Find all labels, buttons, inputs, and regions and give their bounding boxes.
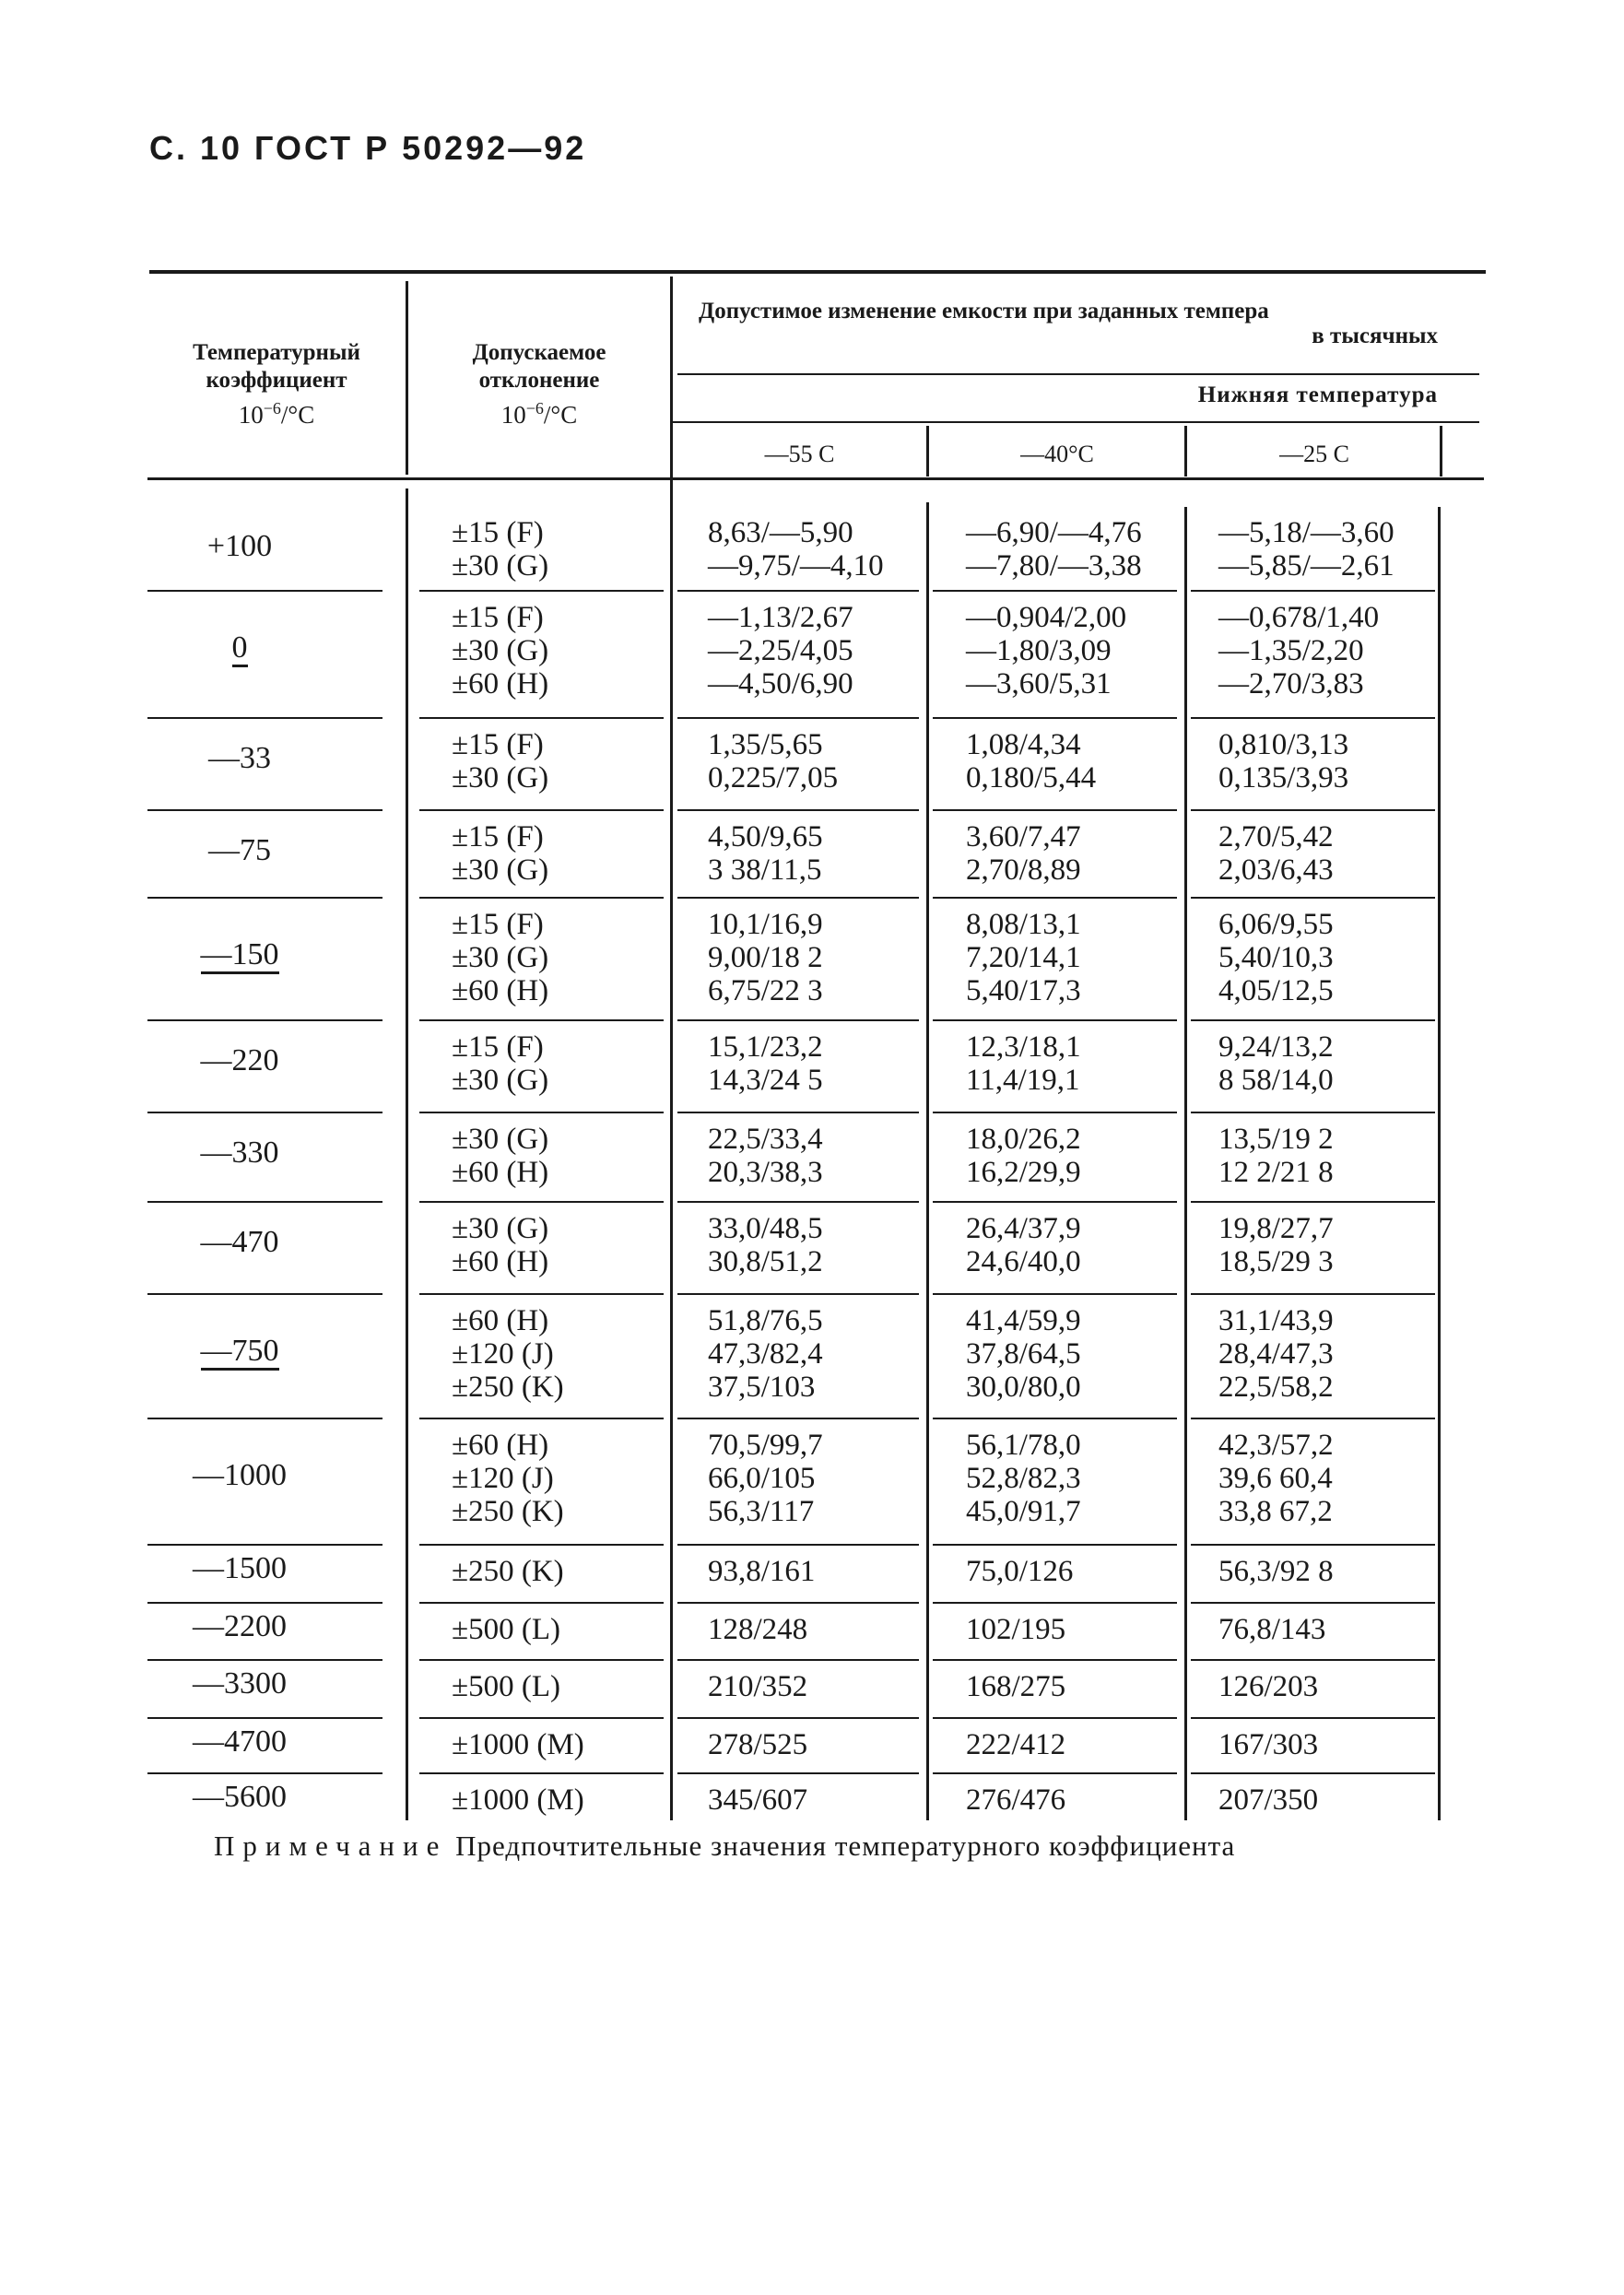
col1-unit-exp: −6 [263,399,281,418]
temp-col-divider-b [1184,426,1187,477]
tolerance-cell: ±30 (G) [452,941,549,974]
body-col-divider-5 [1438,507,1441,1820]
delta-cell-t55: 4,50/9,65 [708,820,823,853]
delta-cell-t40: 12,3/18,1 [966,1030,1081,1064]
delta-cell-t55: —1,13/2,67 [708,601,853,634]
col2-unit [419,394,659,429]
delta-cell-t40: 52,8/82,3 [966,1462,1081,1495]
row-separator [147,1418,382,1419]
delta-cell-t25: 2,03/6,43 [1218,853,1334,887]
row-separator [677,1418,919,1419]
row-separator [419,1659,664,1661]
tolerance-cell: ±15 (F) [452,728,544,761]
table-top-rule [149,270,1486,274]
row-separator [1191,1112,1435,1113]
row-separator [933,1201,1177,1203]
row-separator [677,1659,919,1661]
row-separator [147,1772,382,1774]
delta-cell-t25: 2,70/5,42 [1218,820,1334,853]
row-separator [1191,1717,1435,1719]
delta-cell-t55: 51,8/76,5 [708,1304,823,1337]
tolerance-cell: ±120 (J) [452,1462,554,1495]
delta-cell-t55: 37,5/103 [708,1371,816,1404]
temp-col-divider-c [1440,426,1442,477]
tolerance-cell: ±500 (L) [452,1613,560,1646]
row-separator [933,1717,1177,1719]
row-separator [677,717,919,719]
row-separator [677,1019,919,1021]
tolerance-cell: ±60 (H) [452,1429,549,1462]
delta-cell-t25: 22,5/58,2 [1218,1371,1334,1404]
delta-cell-t25: 167/303 [1218,1728,1319,1761]
delta-cell-t55: 128/248 [708,1613,808,1646]
delta-cell-t55: 22,5/33,4 [708,1123,823,1156]
delta-cell-t55: 9,00/18 2 [708,941,823,974]
tolerance-cell: ±60 (H) [452,667,549,700]
delta-cell-t40: 16,2/29,9 [966,1156,1081,1189]
row-separator [147,1717,382,1719]
delta-cell-t25: 207/350 [1218,1783,1319,1817]
coef-value: —330 [200,1136,279,1170]
coef-cell [157,1458,323,1493]
coef-cell [157,630,323,665]
delta-cell-t40: 2,70/8,89 [966,853,1081,887]
delta-cell-t55: —4,50/6,90 [708,667,853,700]
coef-value: —1500 [193,1551,287,1585]
tolerance-cell: ±15 (F) [452,516,544,549]
row-separator [933,1293,1177,1295]
coef-cell [157,1551,323,1586]
subgroup-header: Нижняя температура [1197,382,1438,407]
delta-cell-t25: —1,35/2,20 [1218,634,1364,667]
body-col-divider-4 [1184,507,1187,1820]
row-separator [419,1201,664,1203]
delta-cell-t25: 5,40/10,3 [1218,941,1334,974]
row-separator [677,809,919,811]
temp-col-header-25: —25 C [1279,441,1349,467]
delta-cell-t25: 76,8/143 [1218,1613,1326,1646]
delta-cell-t40: 276/476 [966,1783,1066,1817]
delta-cell-t55: —2,25/4,05 [708,634,853,667]
delta-cell-t25: 13,5/19 2 [1218,1123,1334,1156]
delta-cell-t55: 20,3/38,3 [708,1156,823,1189]
tolerance-cell: ±30 (G) [452,549,549,583]
row-separator [677,1717,919,1719]
row-separator [1191,1659,1435,1661]
row-separator [677,1602,919,1604]
tolerance-cell: ±15 (F) [452,908,544,941]
delta-cell-t25: 28,4/47,3 [1218,1337,1334,1371]
group-header-rule [677,373,1479,375]
row-separator [933,1019,1177,1021]
row-separator [419,1019,664,1021]
delta-cell-t40: 75,0/126 [966,1555,1074,1588]
row-separator [1191,717,1435,719]
delta-cell-t40: —6,90/—4,76 [966,516,1142,549]
note-text: Предпочтительные значения температурного коэффициента [455,1830,1236,1862]
delta-cell-t55: 66,0/105 [708,1462,816,1495]
tolerance-cell: ±120 (J) [452,1337,554,1371]
row-separator [419,590,664,592]
row-separator [147,1544,382,1546]
coef-value: —75 [208,833,271,867]
table-col-divider-2 [670,277,673,488]
tolerance-cell: ±30 (G) [452,1123,549,1156]
coef-value: —33 [208,741,271,775]
tolerance-cell: ±60 (H) [452,1245,549,1278]
coef-cell [157,833,323,868]
tolerance-cell: ±30 (G) [452,1064,549,1097]
delta-cell-t40: —7,80/—3,38 [966,549,1142,583]
delta-cell-t25: 18,5/29 3 [1218,1245,1334,1278]
row-separator [419,1602,664,1604]
tolerance-cell: ±60 (H) [452,1156,549,1189]
delta-cell-t40: 45,0/91,7 [966,1495,1081,1528]
delta-cell-t40: 56,1/78,0 [966,1429,1081,1462]
delta-cell-t25: 39,6 60,4 [1218,1462,1333,1495]
delta-cell-t40: —3,60/5,31 [966,667,1112,700]
delta-cell-t40: 26,4/37,9 [966,1212,1081,1245]
row-separator [1191,590,1435,592]
delta-cell-t55: 15,1/23,2 [708,1030,823,1064]
row-separator [677,1201,919,1203]
tolerance-cell: ±60 (H) [452,1304,549,1337]
delta-cell-t40: 3,60/7,47 [966,820,1081,853]
delta-cell-t25: 126/203 [1218,1670,1319,1703]
coef-cell [157,741,323,776]
delta-cell-t25: 6,06/9,55 [1218,908,1334,941]
coef-cell [157,937,323,972]
delta-cell-t40: 0,180/5,44 [966,761,1097,794]
row-separator [933,1772,1177,1774]
row-separator [677,897,919,899]
coef-value: —220 [200,1043,279,1077]
row-separator [147,1602,382,1604]
delta-cell-t25: 56,3/92 8 [1218,1555,1334,1588]
delta-cell-t55: 345/607 [708,1783,808,1817]
row-separator [933,1659,1177,1661]
row-separator [933,590,1177,592]
row-separator [933,809,1177,811]
group-header-line1: Допустимое изменение емкости при заданных темпера [699,299,1269,324]
coef-cell [157,1724,323,1760]
header-bottom-rule [147,477,1484,480]
delta-cell-t25: 0,135/3,93 [1218,761,1349,794]
col1-header-line1: Температурный [193,340,360,365]
delta-cell-t25: 9,24/13,2 [1218,1030,1334,1064]
tolerance-cell: ±15 (F) [452,820,544,853]
tolerance-cell: ±250 (K) [452,1371,564,1404]
delta-cell-t40: —0,904/2,00 [966,601,1127,634]
tolerance-cell: ±15 (F) [452,1030,544,1064]
coef-cell [157,1609,323,1644]
body-col-divider-2 [670,484,673,1820]
row-separator [1191,1201,1435,1203]
row-separator [147,1019,382,1021]
delta-cell-t25: 4,05/12,5 [1218,974,1334,1007]
tolerance-cell: ±15 (F) [452,601,544,634]
delta-cell-t25: 42,3/57,2 [1218,1429,1334,1462]
row-separator [677,1112,919,1113]
row-separator [419,1418,664,1419]
delta-cell-t55: 278/525 [708,1728,808,1761]
delta-cell-t40: 30,0/80,0 [966,1371,1081,1404]
row-separator [419,1112,664,1113]
coef-cell [157,1225,323,1260]
table-note [214,1830,1235,1863]
row-separator [1191,1544,1435,1546]
col1-unit [157,394,396,429]
coef-value: —2200 [193,1609,287,1643]
row-separator [1191,1772,1435,1774]
delta-cell-t25: 19,8/27,7 [1218,1212,1334,1245]
delta-cell-t40: 168/275 [966,1670,1066,1703]
row-separator [933,1112,1177,1113]
col1-header [157,339,396,429]
delta-cell-t25: 33,8 67,2 [1218,1495,1333,1528]
row-separator [419,809,664,811]
delta-cell-t40: 11,4/19,1 [966,1064,1080,1097]
row-separator [147,717,382,719]
delta-cell-t55: 0,225/7,05 [708,761,839,794]
row-separator [419,1772,664,1774]
coef-value: —150 [201,937,279,974]
delta-cell-t55: 8,63/—5,90 [708,516,853,549]
col2-header-line2: отклонение [478,368,600,393]
col1-unit-tail: /°C [280,401,315,429]
row-separator [147,809,382,811]
coef-value: —3300 [193,1666,287,1701]
delta-cell-t55: 6,75/22 3 [708,974,823,1007]
delta-cell-t55: 47,3/82,4 [708,1337,823,1371]
delta-cell-t25: 0,810/3,13 [1218,728,1349,761]
temp-col-divider-a [926,426,929,477]
coef-value: —470 [200,1225,279,1259]
coef-value: 0 [232,630,248,667]
col2-header-line1: Допускаемое [472,340,606,365]
tolerance-cell: ±30 (G) [452,761,549,794]
delta-cell-t55: —9,75/—4,10 [708,549,884,583]
row-separator [419,1717,664,1719]
delta-cell-t55: 56,3/117 [708,1495,815,1528]
delta-cell-t55: 93,8/161 [708,1555,816,1588]
col2-header [419,339,659,429]
body-col-divider-3 [926,502,929,1820]
delta-cell-t55: 33,0/48,5 [708,1212,823,1245]
coef-value: —1000 [193,1458,287,1492]
row-separator [1191,1418,1435,1419]
delta-cell-t25: —0,678/1,40 [1218,601,1380,634]
delta-cell-t40: 102/195 [966,1613,1066,1646]
row-separator [677,1772,919,1774]
row-separator [1191,897,1435,899]
delta-cell-t40: 41,4/59,9 [966,1304,1081,1337]
delta-cell-t55: 30,8/51,2 [708,1245,823,1278]
body-col-divider-1 [406,488,408,1820]
col2-unit-exp: −6 [525,399,544,418]
row-separator [933,1418,1177,1419]
delta-cell-t25: 12 2/21 8 [1218,1156,1334,1189]
tolerance-cell: ±30 (G) [452,853,549,887]
delta-cell-t55: 70,5/99,7 [708,1429,823,1462]
tolerance-cell: ±250 (K) [452,1495,564,1528]
delta-cell-t40: 8,08/13,1 [966,908,1081,941]
row-separator [419,717,664,719]
delta-cell-t25: —2,70/3,83 [1218,667,1364,700]
row-separator [147,1659,382,1661]
tolerance-cell: ±500 (L) [452,1670,560,1703]
coef-cell [157,1666,323,1701]
row-separator [933,897,1177,899]
coef-value: +100 [206,529,273,563]
tolerance-cell: ±1000 (M) [452,1783,584,1817]
delta-cell-t25: 31,1/43,9 [1218,1304,1334,1337]
delta-cell-t40: 18,0/26,2 [966,1123,1081,1156]
temp-col-header-55: —55 C [764,441,835,467]
delta-cell-t55: 1,35/5,65 [708,728,823,761]
row-separator [677,1293,919,1295]
delta-cell-t40: 222/412 [966,1728,1066,1761]
col2-unit-base: 10 [500,401,526,429]
coef-cell [157,1334,323,1369]
tolerance-cell: ±1000 (M) [452,1728,584,1761]
coef-value: —5600 [193,1780,287,1814]
coef-cell [157,529,323,564]
row-separator [147,1201,382,1203]
coef-cell [157,1780,323,1815]
delta-cell-t25: —5,85/—2,61 [1218,549,1395,583]
row-separator [147,897,382,899]
delta-cell-t55: 14,3/24 5 [708,1064,823,1097]
row-separator [147,1112,382,1113]
row-separator [1191,1602,1435,1604]
row-separator [147,590,382,592]
col1-header-line2: коэффициент [206,368,347,393]
delta-cell-t40: 24,6/40,0 [966,1245,1081,1278]
table-col-divider-1 [406,281,408,475]
tolerance-cell: ±30 (G) [452,1212,549,1245]
delta-cell-t55: 10,1/16,9 [708,908,823,941]
group-header-line2: в тысячных [1312,324,1438,348]
row-separator [1191,809,1435,811]
row-separator [1191,1293,1435,1295]
delta-cell-t40: 1,08/4,34 [966,728,1081,761]
tolerance-cell: ±30 (G) [452,634,549,667]
page-header: С. 10 ГОСТ Р 50292—92 [149,129,587,167]
col2-unit-tail: /°C [543,401,578,429]
row-separator [147,1293,382,1295]
delta-cell-t25: —5,18/—3,60 [1218,516,1395,549]
row-separator [933,717,1177,719]
delta-cell-t40: —1,80/3,09 [966,634,1112,667]
coef-cell [157,1043,323,1078]
delta-cell-t55: 210/352 [708,1670,808,1703]
coef-cell [157,1136,323,1171]
temp-col-header-40: —40°C [1020,441,1094,467]
delta-cell-t55: 3 38/11,5 [708,853,822,887]
row-separator [419,1293,664,1295]
delta-cell-t40: 5,40/17,3 [966,974,1081,1007]
tolerance-cell: ±60 (H) [452,974,549,1007]
col1-unit-base: 10 [238,401,264,429]
row-separator [677,590,919,592]
delta-cell-t40: 7,20/14,1 [966,941,1081,974]
subgroup-header-rule [673,421,1479,423]
row-separator [419,1544,664,1546]
coef-value: —750 [201,1334,279,1371]
row-separator [677,1544,919,1546]
row-separator [1191,1019,1435,1021]
row-separator [419,897,664,899]
row-separator [933,1544,1177,1546]
delta-cell-t40: 37,8/64,5 [966,1337,1081,1371]
coef-value: —4700 [193,1724,287,1759]
delta-cell-t25: 8 58/14,0 [1218,1064,1334,1097]
note-label: Примечание [214,1830,448,1862]
row-separator [933,1602,1177,1604]
tolerance-cell: ±250 (K) [452,1555,564,1588]
